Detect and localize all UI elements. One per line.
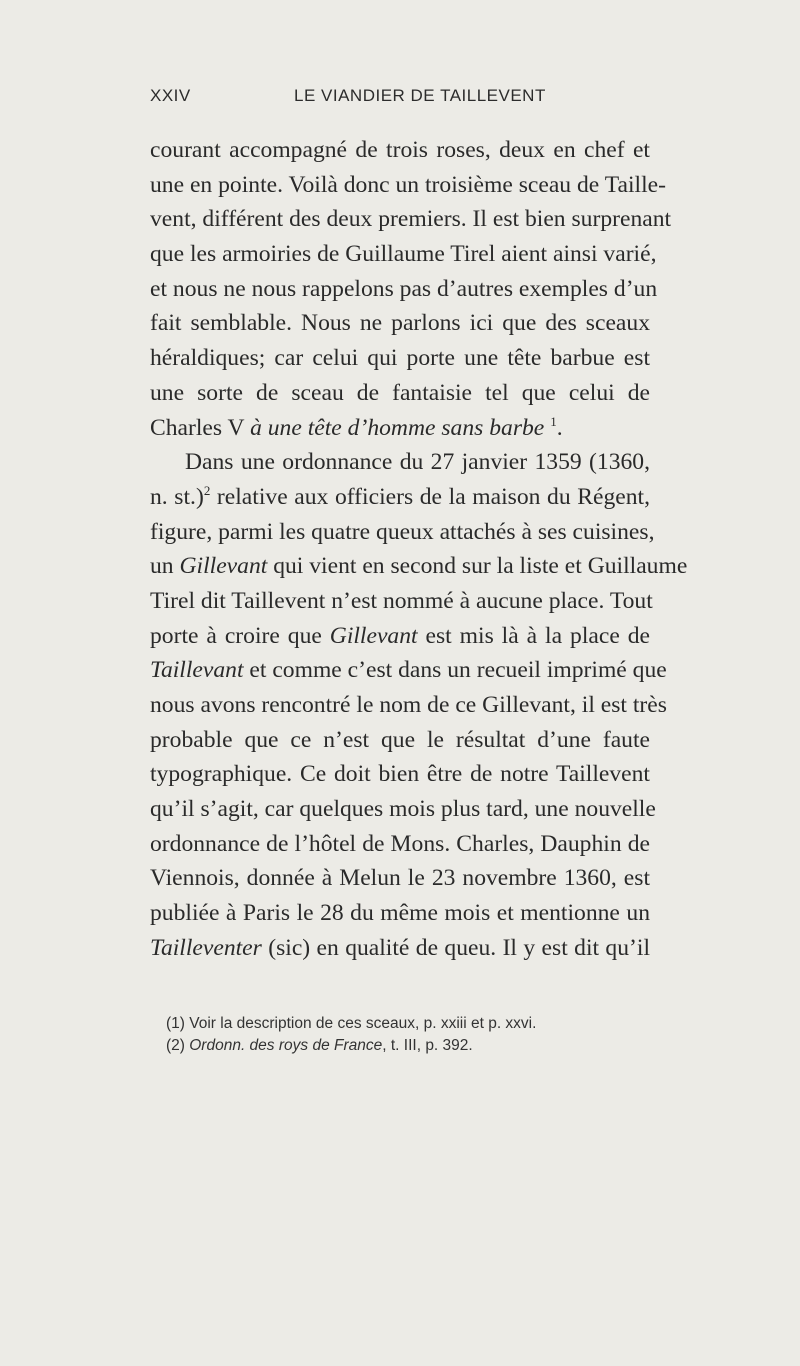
text-line [150, 619, 650, 654]
text-line: vent, différent des deux premiers. Il est bien surprenant [150, 206, 672, 233]
text-line: une en pointe. Voilà donc un troisième sceau de Taille- [150, 171, 666, 198]
text-line: publiée à Paris le 28 du même mois et mentionne un [150, 900, 650, 927]
text-segment: et comme c’est dans un recueil imprimé que [243, 657, 667, 684]
running-title: LE VIANDIER DE TAILLEVENT [294, 86, 546, 105]
text-line: typographique. Ce doit bien être de notre Taillevent [150, 761, 650, 788]
text-line [150, 480, 650, 515]
text-line: une sorte de sceau de fantaisie tel que celui de [150, 379, 650, 406]
text-line: ordonnance de l’hôtel de Mons. Charles, Dauphin de [150, 830, 650, 857]
footnote-text: , t. III, p. 392. [382, 1037, 473, 1054]
text-line: courant accompagné de trois roses, deux en chef et [150, 137, 650, 163]
main-text [150, 133, 688, 966]
text-segment: qui vient en second sur la liste et Guillaume [267, 553, 688, 580]
text-line: Tirel dit Taillevent n’est nommé à aucune place. Tout [150, 587, 653, 614]
footnote-title: Ordonn. des roys de France [189, 1037, 383, 1054]
text-segment: relative aux officiers de la maison du Régent, [210, 483, 650, 510]
running-header [150, 86, 650, 116]
text-line [150, 931, 650, 966]
text-line: nous avons rencontré le nom de ce Gillevant, il est très [150, 692, 667, 718]
text-segment: est mis là à la place de [417, 622, 650, 649]
text-line [150, 411, 650, 446]
italic-name: Taillevant [150, 657, 244, 684]
text-segment: (sic) en qualité de queu. Il y est dit qu’il [261, 934, 650, 961]
footnote-ref-2: 2 [203, 483, 211, 499]
text-line: que les armoiries de Guillaume Tirel aient ainsi varié, [150, 241, 657, 268]
footnotes [166, 1013, 650, 1057]
text-line: et nous ne nous rappelons pas d’autres exemples d’un [150, 275, 658, 302]
text-segment: n. st.) [150, 483, 204, 510]
text-segment: un [150, 553, 180, 580]
text-line: héraldiques; car celui qui porte une tête barbue est [150, 345, 650, 372]
footnote-2 [166, 1035, 650, 1057]
text-line: figure, parmi les quatre queux attachés à ses cuisines, [150, 518, 655, 545]
italic-quote: à une tête d’homme sans barbe [250, 414, 545, 441]
footnote-1: (1) Voir la description de ces sceaux, p. xxiii et p. xxvi. [166, 1015, 537, 1032]
footnote-marker: (2) [166, 1037, 190, 1054]
italic-name: Gillevant [329, 622, 418, 649]
text-line: Dans une ordonnance du 27 janvier 1359 (1360, [185, 449, 650, 476]
text-segment: Charles V [150, 414, 251, 441]
text-line: qu’il s’agit, car quelques mois plus tard, une nouvelle [150, 796, 656, 823]
text-segment: porte à croire que [150, 622, 330, 649]
italic-name: Gillevant [179, 553, 268, 580]
text-line [150, 653, 667, 688]
italic-name: Tailleventer [150, 934, 262, 961]
text-line [150, 549, 688, 584]
page-number: XXIV [150, 86, 191, 105]
text-line: probable que ce n’est que le résultat d’une faute [150, 726, 650, 753]
text-line: fait semblable. Nous ne parlons ici que des sceaux [150, 310, 650, 337]
footnote-ref-1: 1 [550, 413, 557, 429]
text-line: Viennois, donnée à Melun le 23 novembre 1360, est [150, 865, 650, 892]
text-segment: . [556, 414, 563, 441]
